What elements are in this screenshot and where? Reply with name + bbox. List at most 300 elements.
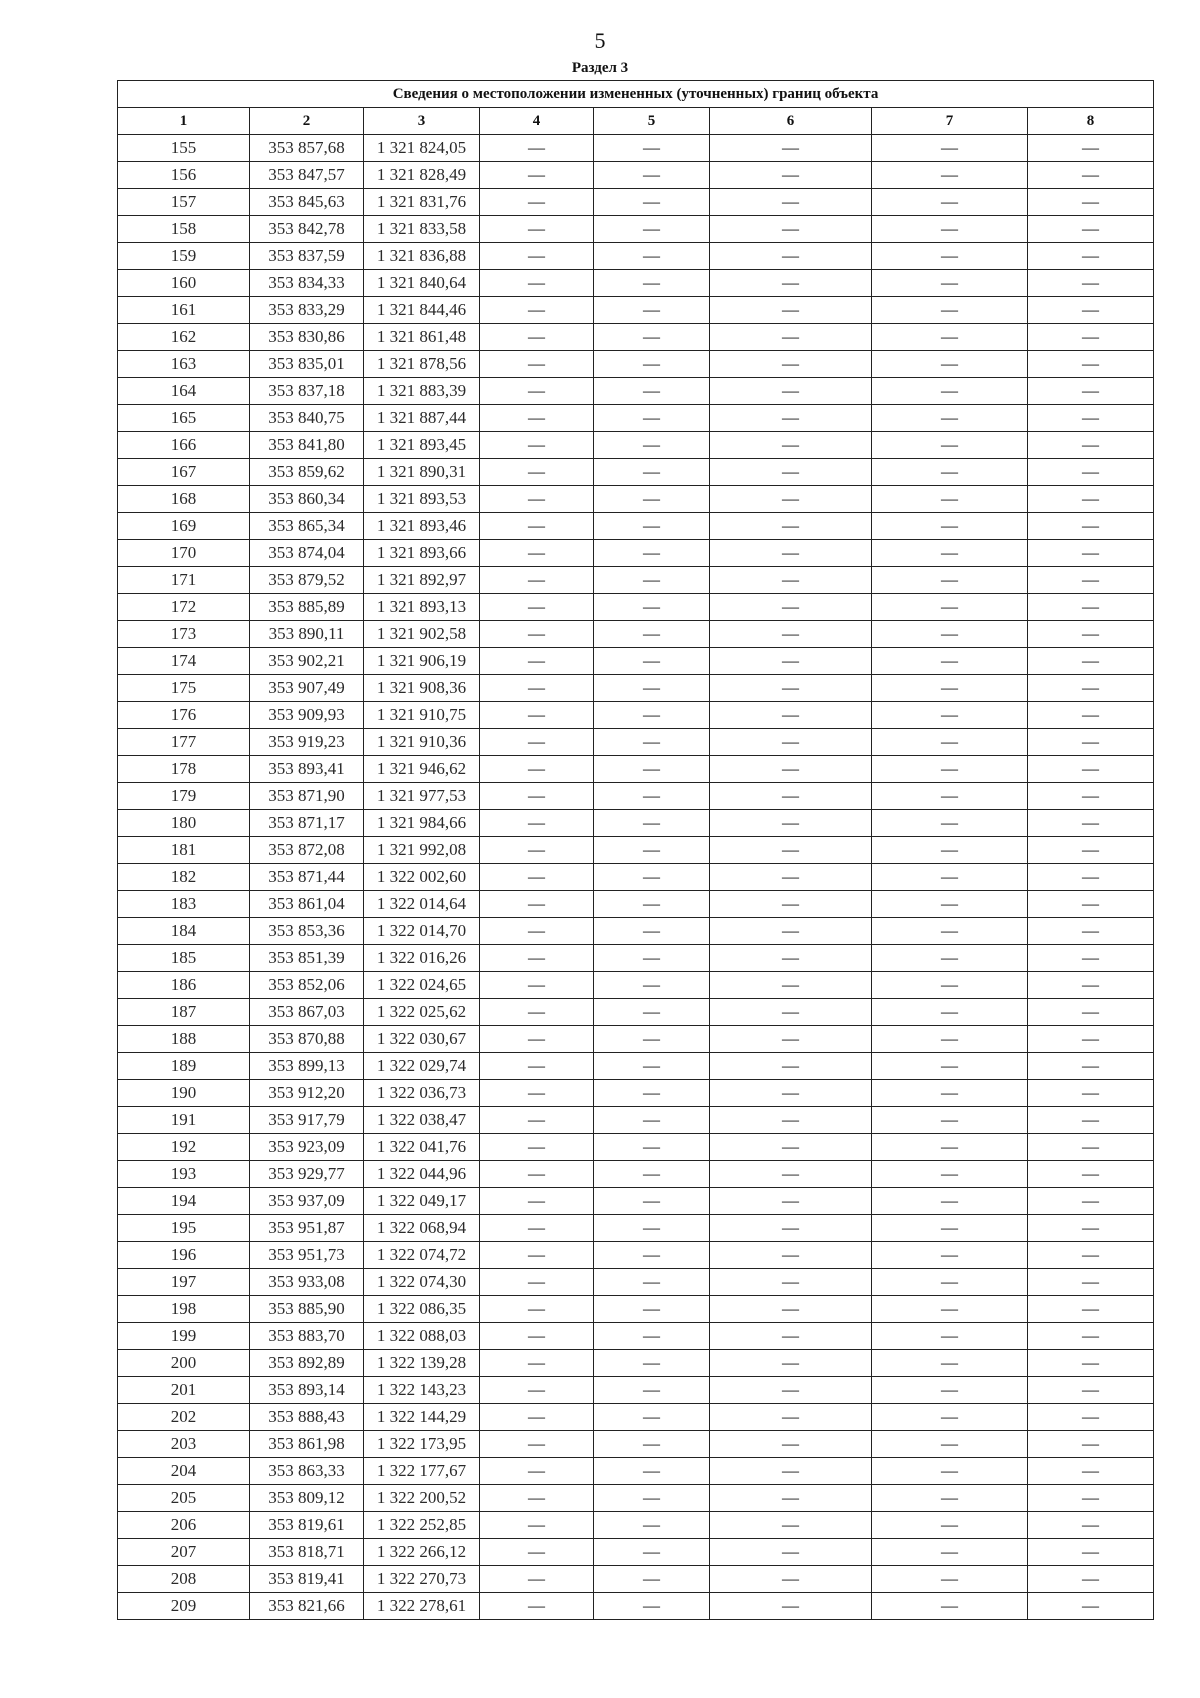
point-number: 181	[118, 837, 250, 864]
empty-mark: —	[872, 675, 1028, 702]
empty-mark: —	[1028, 1188, 1154, 1215]
empty-mark: —	[1028, 1593, 1154, 1620]
empty-mark: —	[710, 1242, 872, 1269]
empty-mark: —	[1028, 540, 1154, 567]
empty-mark: —	[480, 1242, 594, 1269]
table-row	[118, 297, 1154, 324]
point-number: 160	[118, 270, 250, 297]
empty-mark: —	[480, 945, 594, 972]
coordinate-y: 1 322 041,76	[364, 1134, 480, 1161]
coordinate-x: 353 923,09	[250, 1134, 364, 1161]
point-number: 173	[118, 621, 250, 648]
column-header: 1	[118, 108, 250, 135]
table-body	[118, 135, 1154, 1620]
empty-mark: —	[594, 1485, 710, 1512]
empty-mark: —	[594, 702, 710, 729]
empty-mark: —	[1028, 1458, 1154, 1485]
empty-mark: —	[480, 324, 594, 351]
point-number: 161	[118, 297, 250, 324]
empty-mark: —	[710, 837, 872, 864]
coordinate-y: 1 321 902,58	[364, 621, 480, 648]
empty-mark: —	[872, 243, 1028, 270]
empty-mark: —	[594, 918, 710, 945]
empty-mark: —	[872, 837, 1028, 864]
table-row	[118, 1080, 1154, 1107]
empty-mark: —	[1028, 891, 1154, 918]
coordinate-y: 1 321 893,53	[364, 486, 480, 513]
table-row	[118, 945, 1154, 972]
empty-mark: —	[1028, 864, 1154, 891]
empty-mark: —	[1028, 702, 1154, 729]
empty-mark: —	[872, 1539, 1028, 1566]
coordinate-x: 353 871,44	[250, 864, 364, 891]
empty-mark: —	[594, 297, 710, 324]
empty-mark: —	[710, 486, 872, 513]
empty-mark: —	[594, 378, 710, 405]
coordinate-x: 353 852,06	[250, 972, 364, 999]
empty-mark: —	[1028, 1539, 1154, 1566]
empty-mark: —	[710, 1512, 872, 1539]
point-number: 189	[118, 1053, 250, 1080]
point-number: 177	[118, 729, 250, 756]
empty-mark: —	[1028, 1161, 1154, 1188]
empty-mark: —	[594, 783, 710, 810]
coordinate-y: 1 322 049,17	[364, 1188, 480, 1215]
empty-mark: —	[710, 513, 872, 540]
empty-mark: —	[480, 972, 594, 999]
table-row	[118, 1431, 1154, 1458]
table-caption: Сведения о местоположении измененных (уточненных) границ объекта	[118, 81, 1154, 108]
empty-mark: —	[594, 1404, 710, 1431]
column-header: 6	[710, 108, 872, 135]
table-row	[118, 1323, 1154, 1350]
empty-mark: —	[480, 837, 594, 864]
empty-mark: —	[872, 1512, 1028, 1539]
empty-mark: —	[480, 1296, 594, 1323]
empty-mark: —	[1028, 189, 1154, 216]
empty-mark: —	[872, 378, 1028, 405]
coordinate-x: 353 861,98	[250, 1431, 364, 1458]
empty-mark: —	[480, 540, 594, 567]
empty-mark: —	[480, 1404, 594, 1431]
point-number: 171	[118, 567, 250, 594]
point-number: 202	[118, 1404, 250, 1431]
coordinate-x: 353 840,75	[250, 405, 364, 432]
empty-mark: —	[710, 999, 872, 1026]
empty-mark: —	[594, 972, 710, 999]
coordinate-x: 353 834,33	[250, 270, 364, 297]
section-title: Раздел 3	[571, 60, 629, 76]
empty-mark: —	[872, 1485, 1028, 1512]
empty-mark: —	[480, 864, 594, 891]
column-header: 2	[250, 108, 364, 135]
empty-mark: —	[1028, 1512, 1154, 1539]
empty-mark: —	[710, 702, 872, 729]
coordinate-y: 1 322 016,26	[364, 945, 480, 972]
table-row	[118, 1026, 1154, 1053]
coordinate-y: 1 321 828,49	[364, 162, 480, 189]
coordinate-y: 1 321 890,31	[364, 459, 480, 486]
empty-mark: —	[710, 459, 872, 486]
empty-mark: —	[710, 135, 872, 162]
table-row	[118, 405, 1154, 432]
table-row	[118, 1134, 1154, 1161]
empty-mark: —	[480, 1323, 594, 1350]
empty-mark: —	[872, 270, 1028, 297]
point-number: 179	[118, 783, 250, 810]
empty-mark: —	[1028, 1296, 1154, 1323]
coordinate-x: 353 885,89	[250, 594, 364, 621]
table-row	[118, 891, 1154, 918]
empty-mark: —	[710, 864, 872, 891]
column-header: 4	[480, 108, 594, 135]
table-row	[118, 1161, 1154, 1188]
column-header: 3	[364, 108, 480, 135]
empty-mark: —	[872, 1107, 1028, 1134]
empty-mark: —	[710, 243, 872, 270]
empty-mark: —	[1028, 1350, 1154, 1377]
empty-mark: —	[594, 243, 710, 270]
empty-mark: —	[710, 1566, 872, 1593]
coordinate-x: 353 867,03	[250, 999, 364, 1026]
empty-mark: —	[1028, 1026, 1154, 1053]
empty-mark: —	[710, 1377, 872, 1404]
coordinate-x: 353 870,88	[250, 1026, 364, 1053]
empty-mark: —	[480, 1107, 594, 1134]
empty-mark: —	[480, 621, 594, 648]
empty-mark: —	[480, 783, 594, 810]
table-row	[118, 1485, 1154, 1512]
empty-mark: —	[1028, 297, 1154, 324]
empty-mark: —	[872, 918, 1028, 945]
empty-mark: —	[710, 756, 872, 783]
empty-mark: —	[594, 1350, 710, 1377]
empty-mark: —	[872, 621, 1028, 648]
empty-mark: —	[1028, 324, 1154, 351]
point-number: 182	[118, 864, 250, 891]
empty-mark: —	[872, 1431, 1028, 1458]
empty-mark: —	[710, 972, 872, 999]
empty-mark: —	[710, 1107, 872, 1134]
empty-mark: —	[594, 1458, 710, 1485]
empty-mark: —	[872, 702, 1028, 729]
coordinate-y: 1 321 844,46	[364, 297, 480, 324]
table-row	[118, 675, 1154, 702]
point-number: 206	[118, 1512, 250, 1539]
empty-mark: —	[594, 1161, 710, 1188]
point-number: 169	[118, 513, 250, 540]
coordinate-x: 353 909,93	[250, 702, 364, 729]
coordinate-x: 353 845,63	[250, 189, 364, 216]
empty-mark: —	[872, 513, 1028, 540]
empty-mark: —	[1028, 1107, 1154, 1134]
point-number: 187	[118, 999, 250, 1026]
empty-mark: —	[872, 1458, 1028, 1485]
empty-mark: —	[594, 1431, 710, 1458]
coordinate-y: 1 321 977,53	[364, 783, 480, 810]
empty-mark: —	[480, 567, 594, 594]
empty-mark: —	[1028, 675, 1154, 702]
point-number: 198	[118, 1296, 250, 1323]
empty-mark: —	[872, 1296, 1028, 1323]
point-number: 157	[118, 189, 250, 216]
empty-mark: —	[710, 1026, 872, 1053]
table-row	[118, 567, 1154, 594]
coordinate-x: 353 885,90	[250, 1296, 364, 1323]
table-row	[118, 243, 1154, 270]
empty-mark: —	[872, 135, 1028, 162]
empty-mark: —	[594, 324, 710, 351]
empty-mark: —	[710, 432, 872, 459]
coordinate-y: 1 321 910,36	[364, 729, 480, 756]
empty-mark: —	[1028, 1377, 1154, 1404]
empty-mark: —	[710, 405, 872, 432]
coordinate-x: 353 890,11	[250, 621, 364, 648]
empty-mark: —	[594, 891, 710, 918]
table-row	[118, 1107, 1154, 1134]
empty-mark: —	[1028, 216, 1154, 243]
empty-mark: —	[710, 729, 872, 756]
point-number: 200	[118, 1350, 250, 1377]
empty-mark: —	[480, 1566, 594, 1593]
empty-mark: —	[710, 783, 872, 810]
empty-mark: —	[710, 1161, 872, 1188]
empty-mark: —	[594, 405, 710, 432]
empty-mark: —	[1028, 918, 1154, 945]
empty-mark: —	[872, 594, 1028, 621]
empty-mark: —	[710, 540, 872, 567]
empty-mark: —	[1028, 378, 1154, 405]
table-row	[118, 702, 1154, 729]
point-number: 174	[118, 648, 250, 675]
empty-mark: —	[594, 756, 710, 783]
coordinate-y: 1 322 088,03	[364, 1323, 480, 1350]
empty-mark: —	[480, 486, 594, 513]
empty-mark: —	[710, 1458, 872, 1485]
point-number: 168	[118, 486, 250, 513]
coordinate-y: 1 322 173,95	[364, 1431, 480, 1458]
empty-mark: —	[594, 864, 710, 891]
coordinate-y: 1 321 946,62	[364, 756, 480, 783]
empty-mark: —	[1028, 135, 1154, 162]
empty-mark: —	[480, 1377, 594, 1404]
empty-mark: —	[480, 729, 594, 756]
empty-mark: —	[480, 351, 594, 378]
empty-mark: —	[480, 1485, 594, 1512]
empty-mark: —	[480, 1350, 594, 1377]
point-number: 188	[118, 1026, 250, 1053]
coordinate-x: 353 809,12	[250, 1485, 364, 1512]
table-row	[118, 513, 1154, 540]
empty-mark: —	[872, 1404, 1028, 1431]
empty-mark: —	[710, 891, 872, 918]
table-row	[118, 783, 1154, 810]
table-row	[118, 729, 1154, 756]
empty-mark: —	[1028, 729, 1154, 756]
coordinates-table	[117, 80, 1154, 1620]
empty-mark: —	[710, 1269, 872, 1296]
column-header: 8	[1028, 108, 1154, 135]
point-number: 180	[118, 810, 250, 837]
empty-mark: —	[872, 297, 1028, 324]
empty-mark: —	[872, 1242, 1028, 1269]
empty-mark: —	[594, 189, 710, 216]
table-row	[118, 1377, 1154, 1404]
point-number: 156	[118, 162, 250, 189]
empty-mark: —	[872, 1053, 1028, 1080]
empty-mark: —	[480, 270, 594, 297]
empty-mark: —	[480, 648, 594, 675]
empty-mark: —	[594, 567, 710, 594]
column-header: 5	[594, 108, 710, 135]
empty-mark: —	[872, 729, 1028, 756]
empty-mark: —	[872, 1269, 1028, 1296]
point-number: 191	[118, 1107, 250, 1134]
empty-mark: —	[594, 648, 710, 675]
empty-mark: —	[1028, 270, 1154, 297]
coordinate-y: 1 321 908,36	[364, 675, 480, 702]
empty-mark: —	[480, 378, 594, 405]
coordinate-y: 1 321 883,39	[364, 378, 480, 405]
empty-mark: —	[480, 1161, 594, 1188]
empty-mark: —	[594, 270, 710, 297]
empty-mark: —	[594, 351, 710, 378]
empty-mark: —	[480, 702, 594, 729]
empty-mark: —	[480, 1053, 594, 1080]
coordinate-y: 1 321 893,45	[364, 432, 480, 459]
empty-mark: —	[480, 513, 594, 540]
empty-mark: —	[1028, 351, 1154, 378]
coordinate-y: 1 321 836,88	[364, 243, 480, 270]
page-number: 5	[594, 28, 606, 53]
empty-mark: —	[594, 1026, 710, 1053]
empty-mark: —	[594, 621, 710, 648]
empty-mark: —	[710, 1431, 872, 1458]
empty-mark: —	[1028, 243, 1154, 270]
point-number: 175	[118, 675, 250, 702]
empty-mark: —	[1028, 1134, 1154, 1161]
empty-mark: —	[1028, 1269, 1154, 1296]
empty-mark: —	[594, 1215, 710, 1242]
coordinate-x: 353 937,09	[250, 1188, 364, 1215]
point-number: 166	[118, 432, 250, 459]
empty-mark: —	[594, 1107, 710, 1134]
coordinate-y: 1 321 893,46	[364, 513, 480, 540]
coordinate-x: 353 951,87	[250, 1215, 364, 1242]
empty-mark: —	[594, 1242, 710, 1269]
coordinate-x: 353 933,08	[250, 1269, 364, 1296]
empty-mark: —	[872, 1188, 1028, 1215]
coordinate-y: 1 322 036,73	[364, 1080, 480, 1107]
empty-mark: —	[480, 1188, 594, 1215]
empty-mark: —	[1028, 513, 1154, 540]
empty-mark: —	[1028, 621, 1154, 648]
coordinate-y: 1 322 038,47	[364, 1107, 480, 1134]
coordinate-x: 353 847,57	[250, 162, 364, 189]
coordinate-x: 353 837,18	[250, 378, 364, 405]
point-number: 207	[118, 1539, 250, 1566]
table-row	[118, 1458, 1154, 1485]
coordinate-x: 353 841,80	[250, 432, 364, 459]
empty-mark: —	[1028, 162, 1154, 189]
table-row	[118, 135, 1154, 162]
point-number: 164	[118, 378, 250, 405]
empty-mark: —	[480, 999, 594, 1026]
empty-mark: —	[710, 1350, 872, 1377]
empty-mark: —	[480, 756, 594, 783]
point-number: 159	[118, 243, 250, 270]
point-number: 155	[118, 135, 250, 162]
empty-mark: —	[872, 486, 1028, 513]
empty-mark: —	[594, 1323, 710, 1350]
coordinate-x: 353 929,77	[250, 1161, 364, 1188]
coordinate-y: 1 322 025,62	[364, 999, 480, 1026]
table-row	[118, 162, 1154, 189]
empty-mark: —	[710, 621, 872, 648]
empty-mark: —	[872, 648, 1028, 675]
coordinate-x: 353 899,13	[250, 1053, 364, 1080]
empty-mark: —	[594, 1593, 710, 1620]
empty-mark: —	[480, 135, 594, 162]
empty-mark: —	[710, 216, 872, 243]
coordinate-x: 353 951,73	[250, 1242, 364, 1269]
table-row	[118, 1242, 1154, 1269]
empty-mark: —	[872, 1161, 1028, 1188]
coordinate-y: 1 322 002,60	[364, 864, 480, 891]
empty-mark: —	[710, 1593, 872, 1620]
empty-mark: —	[1028, 1485, 1154, 1512]
empty-mark: —	[710, 189, 872, 216]
empty-mark: —	[872, 1215, 1028, 1242]
point-number: 162	[118, 324, 250, 351]
empty-mark: —	[1028, 945, 1154, 972]
coordinate-y: 1 322 200,52	[364, 1485, 480, 1512]
coordinate-x: 353 902,21	[250, 648, 364, 675]
coordinate-y: 1 322 014,64	[364, 891, 480, 918]
coordinate-x: 353 865,34	[250, 513, 364, 540]
point-number: 192	[118, 1134, 250, 1161]
empty-mark: —	[594, 459, 710, 486]
coordinate-y: 1 321 840,64	[364, 270, 480, 297]
empty-mark: —	[710, 162, 872, 189]
coordinate-x: 353 860,34	[250, 486, 364, 513]
empty-mark: —	[480, 1593, 594, 1620]
empty-mark: —	[872, 405, 1028, 432]
empty-mark: —	[710, 1053, 872, 1080]
coordinate-x: 353 851,39	[250, 945, 364, 972]
empty-mark: —	[710, 594, 872, 621]
empty-mark: —	[1028, 972, 1154, 999]
point-number: 167	[118, 459, 250, 486]
coordinate-y: 1 321 824,05	[364, 135, 480, 162]
coordinate-x: 353 857,68	[250, 135, 364, 162]
empty-mark: —	[480, 675, 594, 702]
empty-mark: —	[872, 945, 1028, 972]
coordinate-x: 353 861,04	[250, 891, 364, 918]
coordinate-y: 1 322 266,12	[364, 1539, 480, 1566]
empty-mark: —	[872, 999, 1028, 1026]
point-number: 205	[118, 1485, 250, 1512]
empty-mark: —	[480, 1431, 594, 1458]
point-number: 165	[118, 405, 250, 432]
column-header-row	[118, 108, 1154, 135]
coordinate-x: 353 888,43	[250, 1404, 364, 1431]
empty-mark: —	[872, 540, 1028, 567]
coordinate-x: 353 907,49	[250, 675, 364, 702]
coordinate-y: 1 321 893,66	[364, 540, 480, 567]
table-row	[118, 972, 1154, 999]
table-row	[118, 594, 1154, 621]
